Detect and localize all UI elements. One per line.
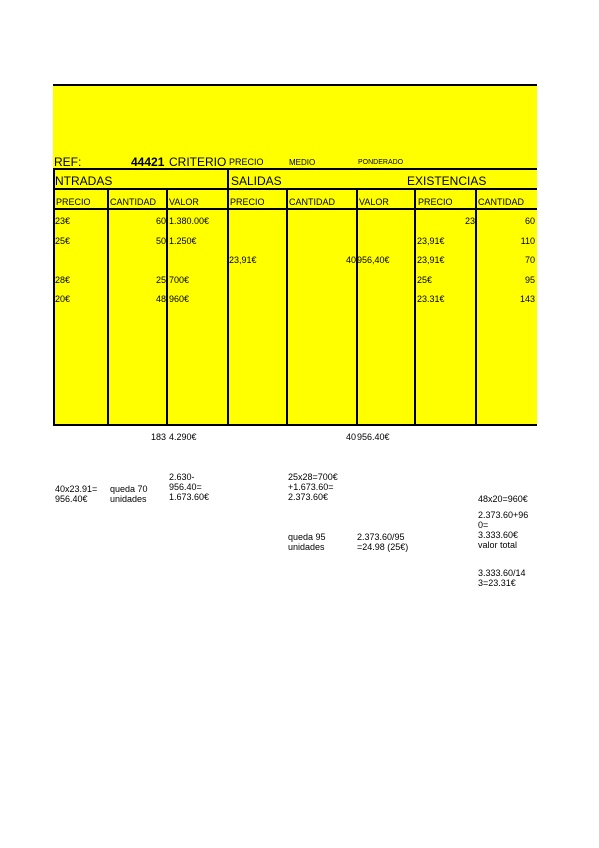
section-divider: [53, 188, 537, 190]
row3-s-cantidad: 40: [345, 255, 356, 265]
medio-label: MEDIO: [289, 158, 316, 167]
total-s-cantidad: 40: [345, 432, 356, 442]
col-e-precio: PRECIO: [56, 197, 91, 207]
row1-e-precio: 23€: [55, 216, 71, 226]
row2-x-precio: 23,91€: [417, 236, 445, 246]
col-line-salidas: [227, 168, 229, 426]
col-x-precio: PRECIO: [418, 197, 453, 207]
top-border: [53, 84, 537, 86]
note-entrada-28: 25x28=700€ +1.673.60= 2.373.60€: [288, 472, 338, 502]
row4-e-precio: 28€: [55, 275, 71, 285]
col-x-cantidad: CANTIDAD: [478, 197, 525, 207]
row2-e-precio: 25€: [55, 236, 71, 246]
precio-label: PRECIO: [229, 157, 264, 167]
header-divider: [53, 168, 537, 170]
row5-x-precio: 23.31€: [417, 294, 445, 304]
row4-e-valor: 700€: [169, 275, 190, 285]
col-line-cantidad-s: [286, 188, 288, 426]
row4-e-cantidad: 25: [155, 275, 166, 285]
note-precio-medio-143: 3.333.60/14 3=23.31€: [478, 568, 526, 588]
row1-e-cantidad: 60: [155, 216, 166, 226]
ref-number: 44421: [131, 155, 165, 169]
row1-e-valor: 1.380.00€: [169, 216, 210, 226]
row3-x-precio: 23,91€: [417, 255, 445, 265]
note-queda-70: queda 70 unidades: [110, 484, 148, 504]
row3-x-cantidad: 70: [524, 255, 535, 265]
row5-e-precio: 20€: [55, 294, 71, 304]
section-entradas: NTRADAS: [55, 174, 113, 188]
total-e-valor: 4.290€: [169, 432, 197, 442]
col-e-valor: VALOR: [169, 197, 199, 207]
row4-x-cantidad: 95: [524, 275, 535, 285]
note-salida-calc: 40x23.91= 956.40€: [55, 484, 98, 504]
total-s-valor: 956.40€: [357, 432, 390, 442]
note-precio-medio-95: 2.373.60/95 =24.98 (25€): [357, 532, 409, 552]
column-divider: [53, 208, 537, 210]
note-valor-total: 2.373.60+96 0= 3.333.60€ valor total: [478, 510, 529, 550]
total-e-cantidad: 183: [150, 432, 166, 442]
bottom-border: [53, 424, 537, 426]
row3-s-precio: 23,91€: [229, 255, 257, 265]
section-salidas: SALIDAS: [231, 174, 282, 188]
row4-x-precio: 25€: [417, 275, 433, 285]
ref-label: REF:: [54, 155, 82, 169]
col-s-cantidad: CANTIDAD: [289, 197, 336, 207]
row2-e-valor: 1.250€: [169, 236, 197, 246]
row2-x-cantidad: 110: [520, 236, 535, 246]
row1-x-precio: 23: [464, 216, 475, 226]
col-s-valor: VALOR: [359, 197, 389, 207]
col-e-cantidad: CANTIDAD: [110, 197, 157, 207]
note-resta-valor: 2.630- 956.40= 1.673.60€: [169, 472, 210, 502]
col-line-valor-e: [166, 188, 168, 426]
row3-s-valor: 956,40€: [357, 255, 390, 265]
criterio-label: CRITERIO: [169, 155, 227, 169]
note-entrada-20: 48x20=960€: [478, 494, 528, 504]
col-line-valor-s: [356, 188, 358, 426]
row5-x-cantidad: 143: [519, 294, 535, 304]
section-existencias: EXISTENCIAS: [407, 174, 487, 188]
row2-e-cantidad: 50: [155, 236, 166, 246]
col-s-precio: PRECIO: [230, 197, 265, 207]
row5-e-cantidad: 48: [155, 294, 166, 304]
row1-x-cantidad: 60: [524, 216, 535, 226]
note-queda-95: queda 95 unidades: [288, 532, 326, 552]
ponderado-label: PONDERADO: [358, 159, 404, 166]
row5-e-valor: 960€: [169, 294, 190, 304]
